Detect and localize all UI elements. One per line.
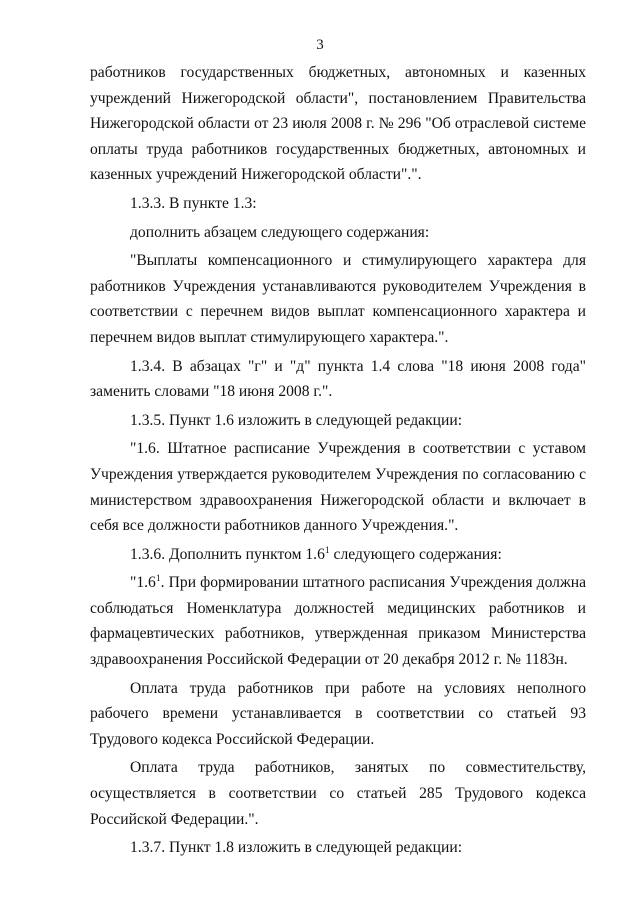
paragraph-1-6-1-quote — [90, 570, 586, 672]
paragraph-add-abzac: дополнить абзацем следующего содержания: — [130, 223, 430, 241]
superscript-1: 1 — [324, 545, 330, 556]
paragraph-oplata-sovmestitelstvo: Оплата труда работников, занятых по совместительству, осуществляется в соответствии со статьей 285 Трудового кодекса Российской Федерации.". — [90, 759, 586, 828]
paragraph-1-3-6-text-before: 1.3.6. Дополнить пунктом 1.6 — [130, 545, 325, 563]
paragraph-1-3-7: 1.3.7. Пункт 1.8 изложить в следующей редакции: — [130, 839, 463, 857]
superscript-1: 1 — [155, 574, 161, 585]
paragraph-vyplaty-quote: "Выплаты компенсационного и стимулирующего характера для работников Учреждения устанавливаются руководителем Учреждения в соответствии с перечнем видов выплат компенсационного характера и перечнем видов выплат стимулирующего характера.". — [90, 252, 586, 346]
page-number: 3 — [316, 37, 324, 53]
paragraph-1-3-3: 1.3.3. В пункте 1.3: — [130, 194, 257, 212]
paragraph-1-3-4: 1.3.4. В абзацах "г" и "д" пункта 1.4 слова "18 июня 2008 года" заменить словами "18 июня 2008 г.". — [90, 357, 586, 401]
paragraph-1-3-5: 1.3.5. Пункт 1.6 изложить в следующей редакции: — [130, 411, 463, 429]
paragraph-1-6-1-text-after: . При формировании штатного расписания Учреждения должна соблюдаться Номенклатура должностей медицинских работников и фармацевтических работников, утвержденная приказом Министерства здравоохранения Российской Федерации от 20 декабря 2012 г. № 1183н. — [90, 574, 586, 669]
paragraph-1-6-quote: "1.6. Штатное расписание Учреждения в соответствии с уставом Учреждения утверждается руководителем Учреждения по согласованию с министерством здравоохранения Нижегородской области и включает в себя все должности работников данного Учреждения.". — [90, 440, 586, 535]
paragraph-oplata-nepolnoe: Оплата труда работников при работе на условиях неполного рабочего времени устанавливается в соответствии со статьей 93 Трудового кодекса Российской Федерации. — [90, 679, 586, 748]
paragraph-continuation: работников государственных бюджетных, автономных и казенных учреждений Нижегородской области", постановлением Правительства Нижегородской области от 23 июля 2008 г. № 296 "Об отраслевой системе оплаты труда работников государственных бюджетных, автономных и казенных учреждений Нижегородской области".". — [90, 64, 586, 184]
document-body — [90, 60, 586, 861]
paragraph-1-6-1-text-before: "1.6 — [130, 574, 156, 592]
paragraph-1-3-6 — [90, 542, 586, 568]
paragraph-1-3-6-text-after: следующего содержания: — [329, 545, 502, 563]
